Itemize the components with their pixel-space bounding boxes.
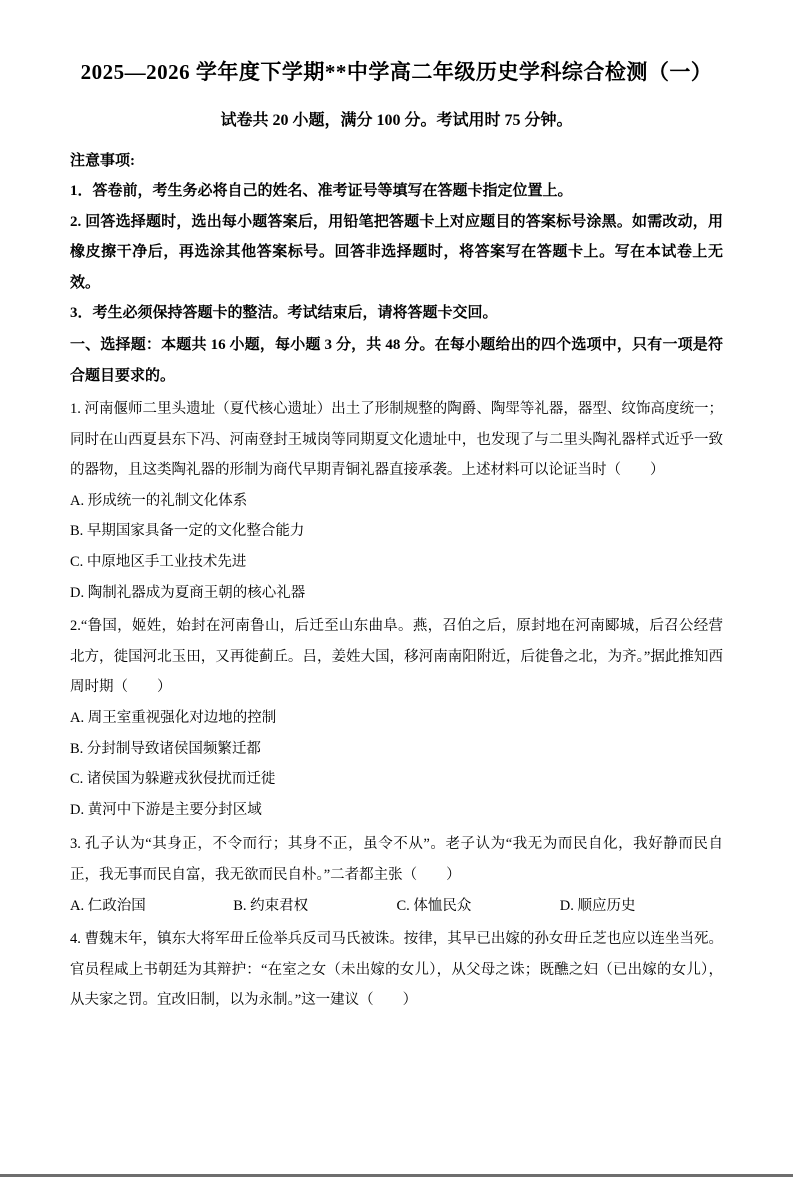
notice-heading: 注意事项: — [70, 153, 135, 169]
question-1-option-d: D. 陶制礼器成为夏商王朝的核心礼器 — [70, 584, 306, 601]
question-4-text: 4. 曹魏末年，镇东大将军毌丘俭举兵反司马氏被诛。按律，其早已出嫁的孙女毌丘芝也应以连坐当死。官员程咸上书朝廷为其辩护：“在室之女（未出嫁的女儿），从父母之诛；既醮之妇（已出嫁的女儿），从夫家之罚。宜改旧制，以为永制。”这一建议（ ） — [70, 931, 723, 1009]
question-2 — [70, 611, 723, 825]
paper-subtitle: 试卷共 20 小题，满分 100 分。考试用时 75 分钟。 — [220, 112, 573, 129]
page-title: 2025—2026 学年度下学期**中学高二年级历史学科综合检测（一） — [80, 60, 713, 84]
question-2-option-a: A. 周王室重视强化对边地的控制 — [70, 709, 277, 726]
question-1-option-c: C. 中原地区手工业技术先进 — [70, 554, 247, 570]
question-1-option-b: B. 早期国家具备一定的文化整合能力 — [70, 523, 305, 540]
notice-item-3: 3．考生必须保持答题卡的整洁。考试结束后，请将答题卡交回。 — [70, 305, 498, 322]
question-3-option-a: A. 仁政治国 — [70, 897, 146, 914]
question-2-option-d: D. 黄河中下游是主要分封区域 — [70, 801, 262, 818]
question-2-option-b: B. 分封制导致诸侯国频繁迁都 — [70, 740, 261, 757]
question-3-option-b: B. 约束君权 — [233, 897, 309, 914]
question-4 — [70, 924, 723, 1016]
question-2-text: 2.“鲁国，姬姓，始封在河南鲁山，后迁至山东曲阜。燕，召伯之后，原封地在河南郾城，后召公经营北方，徙国河北玉田，又再徙蓟丘。吕，姜姓大国，移河南南阳附近，后徙鲁之北，为齐。”据此推知西周时期（ ） — [70, 618, 723, 696]
notice-item-2: 2. 回答选择题时，选出每小题答案后，用铅笔把答题卡上对应题目的答案标号涂黑。如需改动，用橡皮擦干净后，再选涂其他答案标号。回答非选择题时，将答案写在答题卡上。写在本试卷上无效。 — [70, 213, 723, 291]
question-3 — [70, 829, 723, 921]
question-2-option-c: C. 诸侯国为躲避戎狄侵扰而迁徙 — [70, 771, 276, 788]
question-3-text: 3. 孔子认为“其身正，不令而行；其身不正，虽令不从”。老子认为“我无为而民自化，我好静而民自正，我无事而民自富，我无欲而民自朴。”二者都主张（ ） — [70, 836, 723, 883]
question-3-options-row — [70, 891, 723, 922]
question-1-option-a: A. 形成统一的礼制文化体系 — [70, 492, 248, 509]
section-heading-choice-questions: 一、选择题：本题共 16 小题，每小题 3 分，共 48 分。在每小题给出的四个选项中，只有一项是符合题目要求的。 — [70, 337, 723, 385]
question-3-option-d: D. 顺应历史 — [559, 897, 636, 914]
question-1-text: 1. 河南偃师二里头遗址（夏代核心遗址）出土了形制规整的陶爵、陶斝等礼器，器型、纹饰高度统一；同时在山西夏县东下冯、河南登封王城岗等同期夏文化遗址中，也发现了与二里头陶礼器样式近乎一致的器物，且这类陶礼器的形制为商代早期青铜礼器直接承袭。上述材料可以论证当时（ ） — [70, 401, 723, 479]
notice-item-1: 1．答卷前，考生务必将自己的姓名、准考证号等填写在答题卡指定位置上。 — [70, 183, 573, 200]
question-3-option-c: C. 体恤民众 — [396, 897, 472, 914]
page-bottom-separator — [0, 1174, 793, 1177]
question-1 — [70, 394, 723, 608]
exam-paper-page — [0, 56, 793, 1178]
